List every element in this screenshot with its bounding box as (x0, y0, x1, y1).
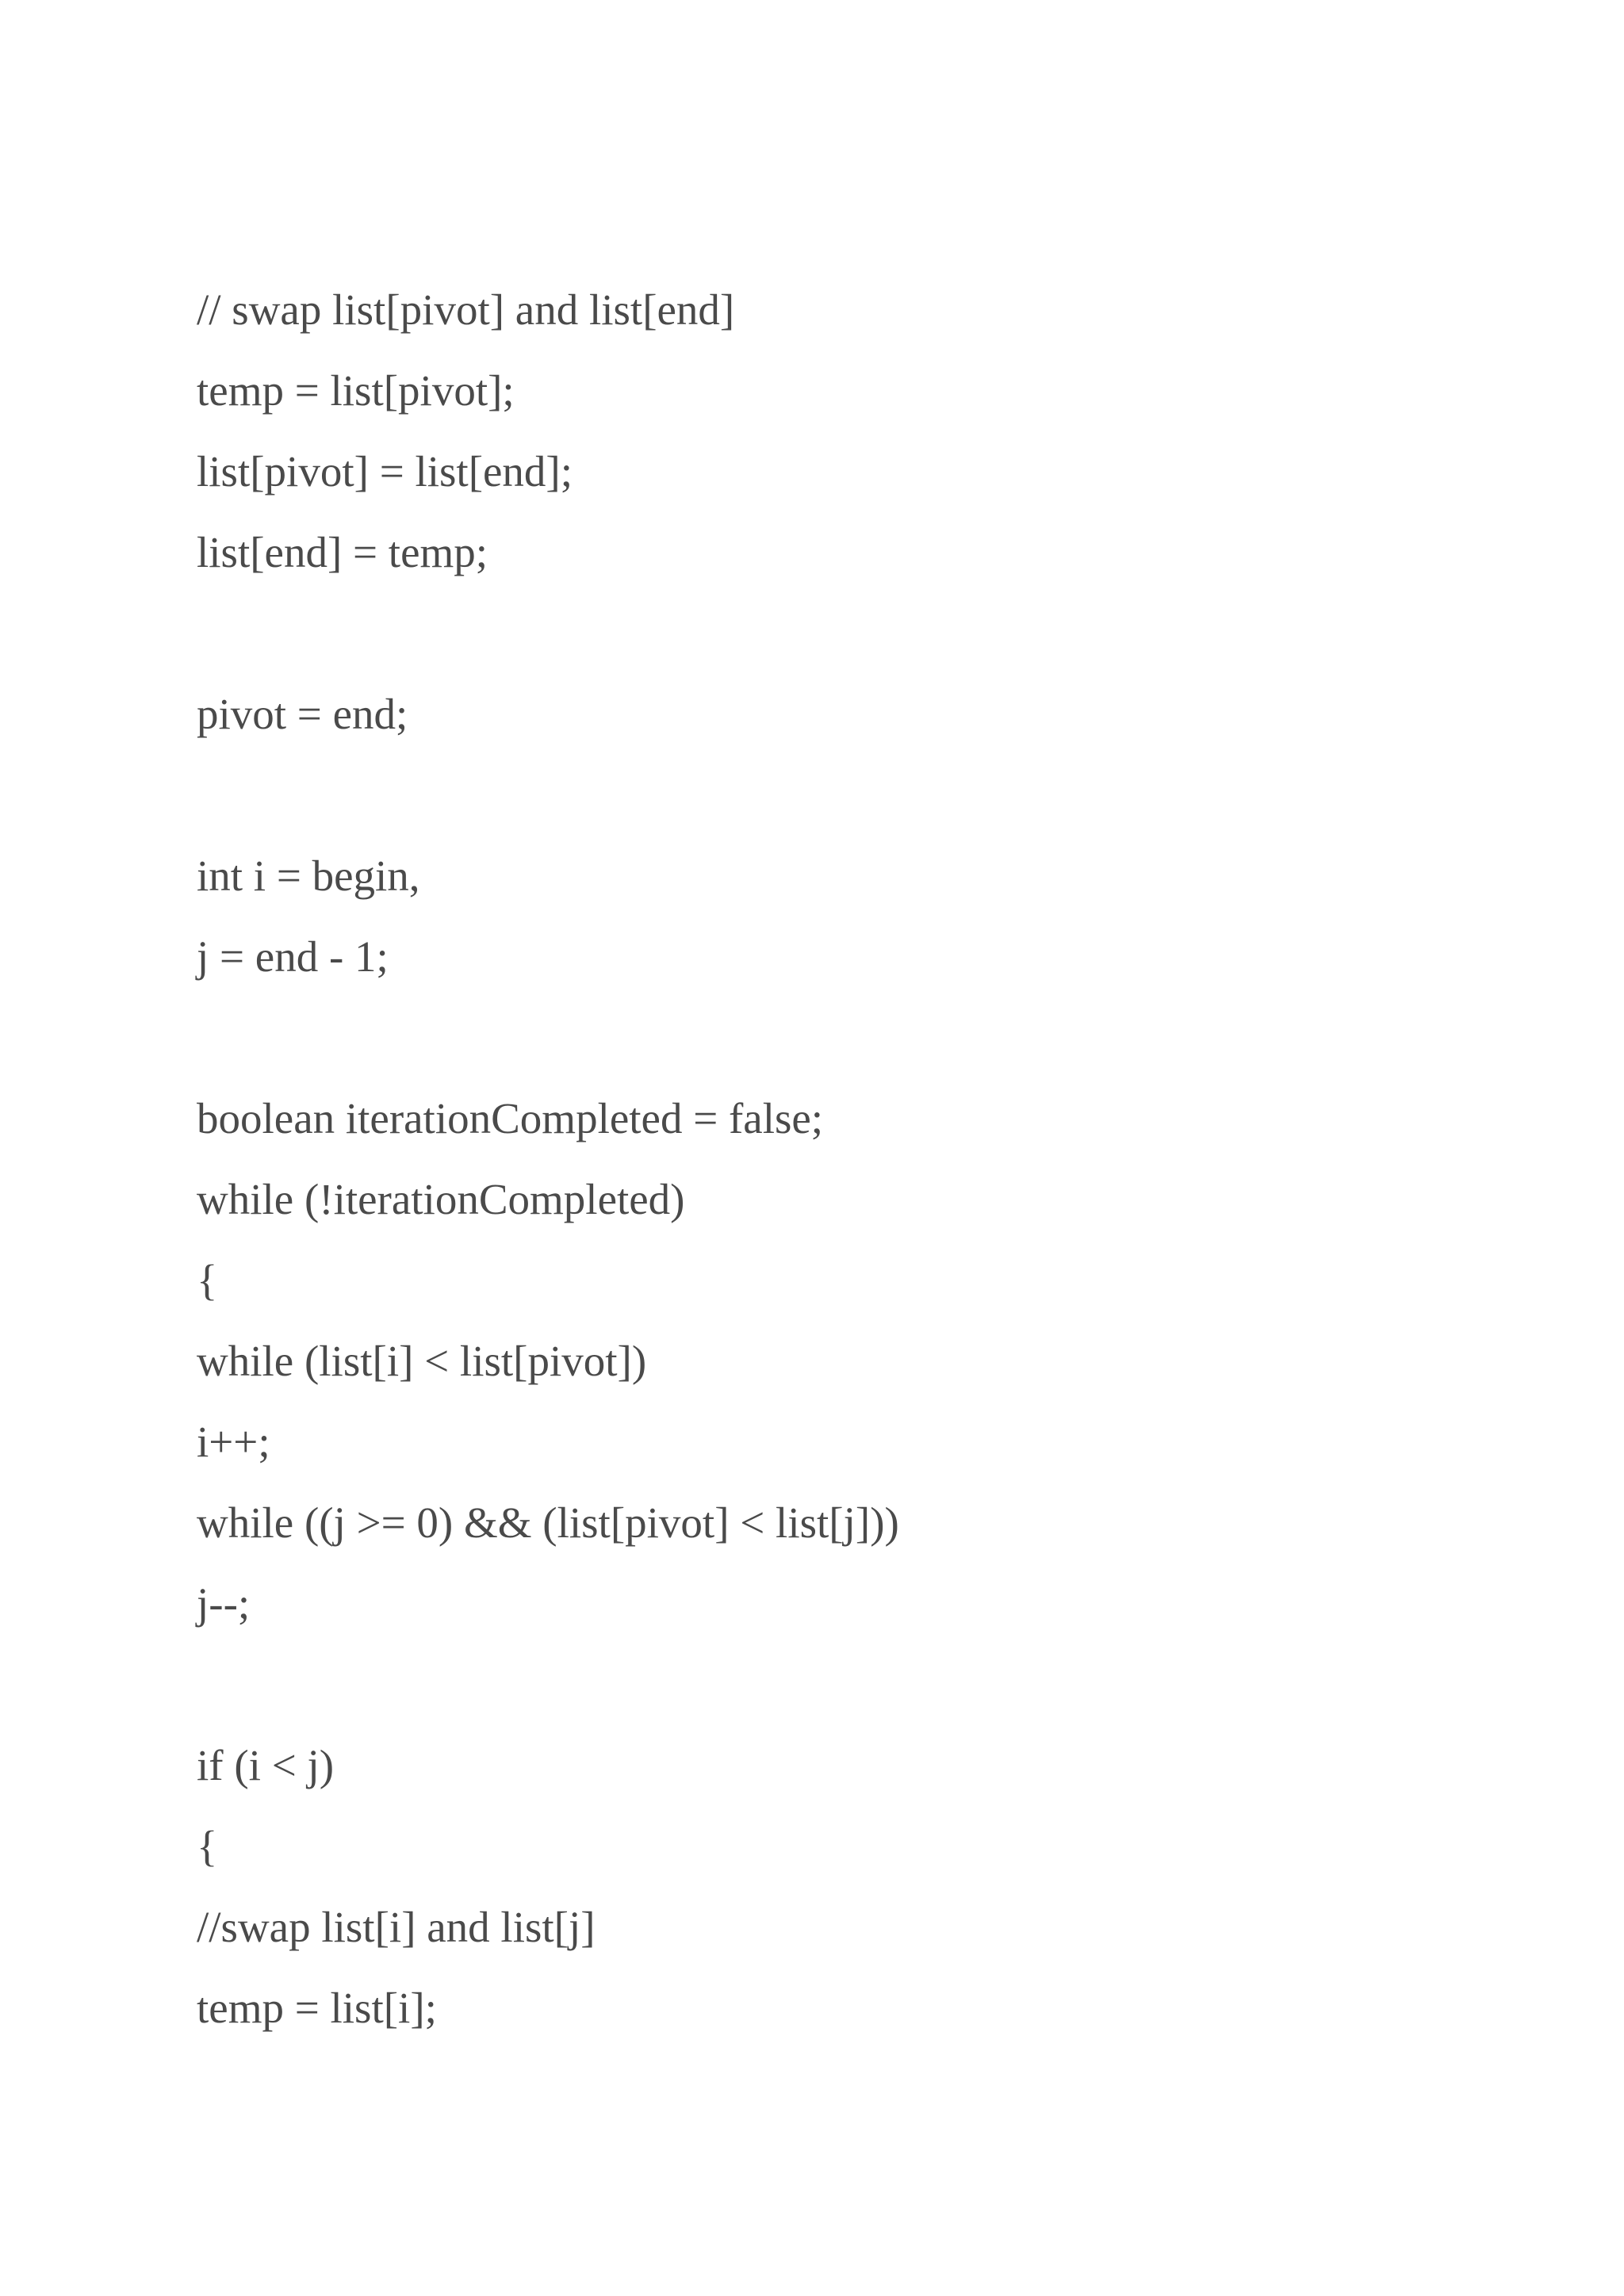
code-line-while-loop: while (!iterationCompleted) (197, 1175, 685, 1223)
code-line: j = end - 1; (197, 932, 389, 981)
code-line-comment-swap-pivot-end: // swap list[pivot] and list[end] (197, 285, 735, 334)
blank-line (197, 593, 1465, 674)
code-line: temp = list[pivot]; (197, 366, 515, 415)
code-line-while-loop: while ((j >= 0) && (list[pivot] < list[j])) (197, 1498, 899, 1547)
blank-line (197, 755, 1465, 836)
code-line: int i = begin, (197, 851, 420, 900)
code-line-while-loop: while (list[i] < list[pivot]) (197, 1337, 647, 1385)
code-line: list[pivot] = list[end]; (197, 447, 573, 496)
code-block (197, 270, 1465, 2049)
code-line: pivot = end; (197, 690, 408, 738)
blank-line (197, 1644, 1465, 1725)
code-line-if-statement: if (i < j) (197, 1741, 335, 1789)
code-line: temp = list[i]; (197, 1984, 437, 2032)
code-line-comment-swap-i-j: //swap list[i] and list[j] (197, 1903, 596, 1951)
code-line-open-brace: { (197, 1256, 218, 1304)
code-line-open-brace: { (197, 1822, 218, 1870)
code-line: boolean iterationCompleted = false; (197, 1094, 824, 1142)
blank-line (197, 997, 1465, 1078)
code-line: j--; (197, 1579, 251, 1628)
code-line: list[end] = temp; (197, 528, 488, 576)
code-line: i++; (197, 1418, 270, 1466)
